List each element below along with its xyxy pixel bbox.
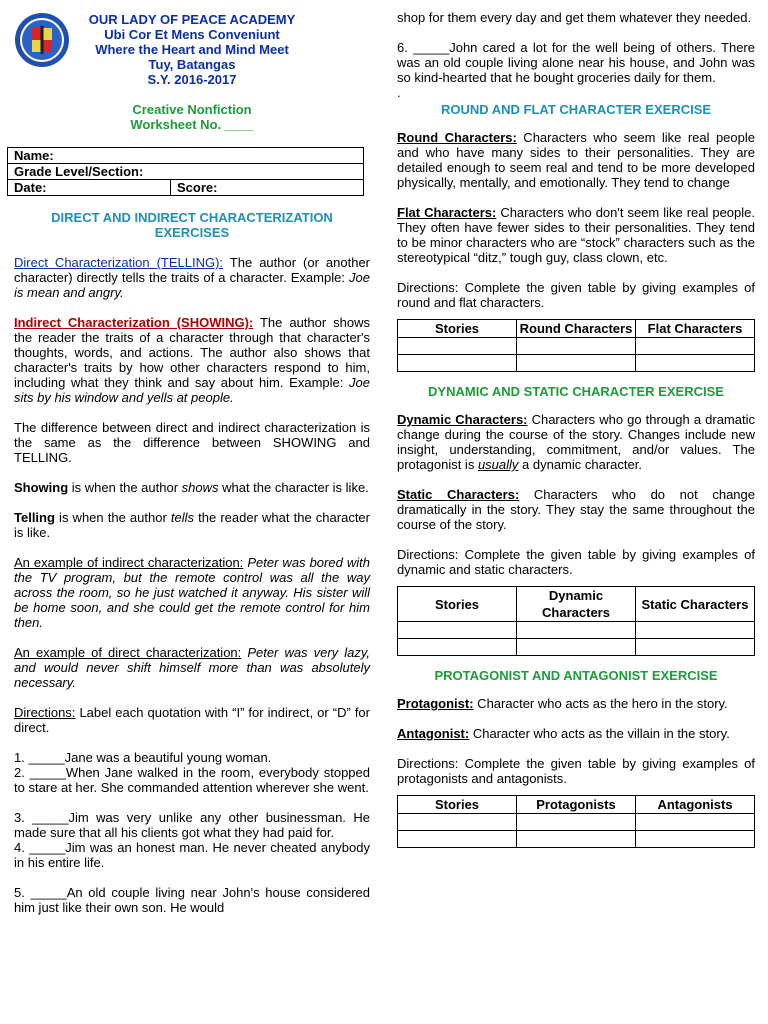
protagonist-antagonist-directions: Directions: Complete the given table by giving examples of protagonists and antagonists. <box>397 756 755 786</box>
flat-definition <box>397 205 755 265</box>
table-cell[interactable] <box>517 814 636 831</box>
table-cell[interactable] <box>636 355 755 372</box>
table-header-flat: Flat Characters <box>636 320 755 338</box>
school-motto: Ubi Cor Et Mens Conveniunt <box>104 27 280 42</box>
round-text: Characters who seem like real people and who have many sides to their personalities. They are detailed enough to seem real and tend to be more developed physically, mentally, and emotionally. They tend to change <box>397 130 755 190</box>
static-label: Static Characters: <box>397 487 520 502</box>
round-flat-title: ROUND AND FLAT CHARACTER EXERCISE <box>440 102 712 117</box>
difference-paragraph: The difference between direct and indirect characterization is the same as the difference between SHOWING and TELLING. <box>14 420 370 465</box>
table-cell[interactable] <box>517 622 636 639</box>
school-tagline: Where the Heart and Mind Meet <box>95 42 289 57</box>
table-row <box>398 831 755 848</box>
direct-example-paragraph <box>14 645 370 690</box>
table-header-round: Round Characters <box>517 320 636 338</box>
table-header-static: Static Characters <box>636 587 755 622</box>
protagonist-label: Protagonist: <box>397 696 474 711</box>
student-info-table <box>7 147 364 196</box>
indirect-example: Joe sits by his window and yells at people. <box>14 375 370 405</box>
round-flat-directions: Directions: Complete the given table by giving examples of round and flat characters. <box>397 280 755 310</box>
antagonist-label: Antagonist: <box>397 726 470 741</box>
school-name: OUR LADY OF PEACE ACADEMY <box>88 12 296 27</box>
showing-end: what the character is like. <box>218 480 369 495</box>
static-definition <box>397 487 755 532</box>
table-cell[interactable] <box>636 814 755 831</box>
dynamic-text: Characters who go through a dramatic change during the course of the story. Changes include new insight, understanding, commitment, and/or values. The protagonist is <box>397 412 755 472</box>
quiz-item-6[interactable]: 6. _____John cared a lot for the well being of others. There was an old couple living alone near his house, and John was so kind-hearted that he bought groceries daily for them. <box>397 40 755 85</box>
telling-word: Telling <box>14 510 55 525</box>
table-row <box>398 814 755 831</box>
round-flat-table <box>397 319 755 372</box>
table-header-dynamic: Dynamic Characters <box>517 587 636 622</box>
grade-section-field[interactable]: Grade Level/Section: <box>8 164 364 180</box>
dynamic-end: a dynamic character. <box>518 457 642 472</box>
showing-word: Showing <box>14 480 69 495</box>
directions-label: Directions: <box>14 705 76 720</box>
score-field[interactable]: Score: <box>171 180 364 196</box>
table-cell[interactable] <box>398 831 517 848</box>
table-cell[interactable] <box>636 831 755 848</box>
header <box>14 12 370 132</box>
table-cell[interactable] <box>398 639 517 656</box>
showing-paragraph <box>14 480 370 495</box>
table-cell[interactable] <box>517 639 636 656</box>
ex-direct-text: Peter was very lazy, and would never shift himself more than was absolutely necessary. <box>14 645 370 690</box>
directions-text: Label each quotation with “I” for indirect, or “D” for direct. <box>14 705 370 735</box>
antagonist-text: Character who acts as the villain in the story. <box>469 726 730 741</box>
quiz-item-5[interactable]: 5. _____An old couple living near John's house considered him just like their own son. He would <box>14 885 370 915</box>
quiz-item-3[interactable]: 3. _____Jim was very unlike any other businessman. He made sure that all his clients got what they had paid for. <box>14 810 370 840</box>
dynamic-static-directions: Directions: Complete the given table by giving examples of dynamic and static characters. <box>397 547 755 577</box>
stray-period: . <box>397 85 401 100</box>
table-cell[interactable] <box>398 338 517 355</box>
showing-em: shows <box>181 480 219 495</box>
protagonist-definition <box>397 696 755 711</box>
protagonist-antagonist-title: PROTAGONIST AND ANTAGONIST EXERCISE <box>434 668 718 683</box>
table-header-stories: Stories <box>398 796 517 814</box>
dynamic-definition <box>397 412 755 472</box>
quiz-item-2[interactable]: 2. _____When Jane walked in the room, everybody stopped to stare at her. She commanded attention wherever she went. <box>14 765 370 795</box>
table-cell[interactable] <box>517 831 636 848</box>
table-row <box>398 338 755 355</box>
indirect-label: Indirect Characterization (SHOWING): <box>14 315 254 330</box>
school-year: S.Y. 2016-2017 <box>147 72 237 87</box>
left-column <box>14 210 370 915</box>
static-text: Characters who do not change dramatically in the story. They stay the same throughout the course of the story. <box>397 487 755 532</box>
round-definition <box>397 130 755 190</box>
telling-end: the reader what the character is like. <box>14 510 370 540</box>
table-header-stories: Stories <box>398 320 517 338</box>
flat-label: Flat Characters: <box>397 205 497 220</box>
direct-definition <box>14 255 370 300</box>
table-header-antagonists: Antagonists <box>636 796 755 814</box>
school-location: Tuy, Batangas <box>148 57 236 72</box>
school-seal-icon <box>14 12 70 68</box>
table-cell[interactable] <box>517 338 636 355</box>
table-cell[interactable] <box>636 639 755 656</box>
direct-example: Joe is mean and angry. <box>14 270 370 300</box>
telling-paragraph <box>14 510 370 540</box>
table-cell[interactable] <box>636 338 755 355</box>
protagonist-antagonist-table <box>397 795 755 848</box>
worksheet-number: Worksheet No. ____ <box>130 117 254 132</box>
table-row <box>398 355 755 372</box>
antagonist-definition <box>397 726 755 741</box>
section-title-characterization <box>14 210 370 240</box>
table-cell[interactable] <box>398 355 517 372</box>
right-column <box>397 10 755 848</box>
date-field[interactable]: Date: <box>8 180 171 196</box>
flat-text: Characters who don't seem like real people. They often have fewer sides to their personalities. They tend to be minor characters who are “stock” characters such as the stereotypical “ditz,” tough guy, class clown, etc. <box>397 205 755 265</box>
telling-mid: is when the author <box>54 510 171 525</box>
round-label: Round Characters: <box>397 130 517 145</box>
subject-title: Creative Nonfiction <box>132 102 252 117</box>
table-header-protagonists: Protagonists <box>517 796 636 814</box>
table-header-stories: Stories <box>398 587 517 622</box>
ex-direct-label: An example of direct characterization: <box>14 645 242 660</box>
quiz-item-4[interactable]: 4. _____Jim was an honest man. He never cheated anybody in his entire life. <box>14 840 370 870</box>
telling-em: tells <box>170 510 195 525</box>
indirect-text: The author shows the reader the traits of a character through that character's thoughts, words, and actions. The author also shows that character's traits by how other characters respond to him, including what they think and say about him. Example: <box>14 315 370 390</box>
quiz-item-5-continued: shop for them every day and get them whatever they needed. <box>397 10 752 25</box>
section-title-line-1: DIRECT AND INDIRECT CHARACTERIZATION <box>51 210 333 225</box>
table-cell[interactable] <box>517 355 636 372</box>
showing-mid: is when the author <box>68 480 182 495</box>
indirect-definition <box>14 315 370 405</box>
directions-paragraph <box>14 705 370 735</box>
dynamic-em: usually <box>477 457 519 472</box>
quiz-item-1[interactable]: 1. _____Jane was a beautiful young woman. <box>14 750 272 765</box>
table-cell[interactable] <box>398 814 517 831</box>
dynamic-static-table <box>397 586 755 656</box>
table-cell[interactable] <box>636 622 755 639</box>
section-title-line-2: EXERCISES <box>154 225 230 240</box>
table-row <box>398 639 755 656</box>
direct-text: The author (or another character) directly tells the traits of a character. Example: <box>14 255 371 285</box>
table-cell[interactable] <box>398 622 517 639</box>
ex-indirect-label: An example of indirect characterization: <box>14 555 244 570</box>
indirect-example-paragraph <box>14 555 370 630</box>
ex-indirect-text: Peter was bored with the TV program, but the remote control was all the way across the room, so he just watched it anyway. His sister will be home soon, and she could get the remote control for him then. <box>14 555 370 630</box>
dynamic-label: Dynamic Characters: <box>397 412 528 427</box>
name-field[interactable]: Name: <box>8 148 364 164</box>
table-row <box>398 622 755 639</box>
dynamic-static-title: DYNAMIC AND STATIC CHARACTER EXERCISE <box>428 384 724 399</box>
protagonist-text: Character who acts as the hero in the story. <box>473 696 728 711</box>
direct-label: Direct Characterization (TELLING): <box>14 255 224 270</box>
